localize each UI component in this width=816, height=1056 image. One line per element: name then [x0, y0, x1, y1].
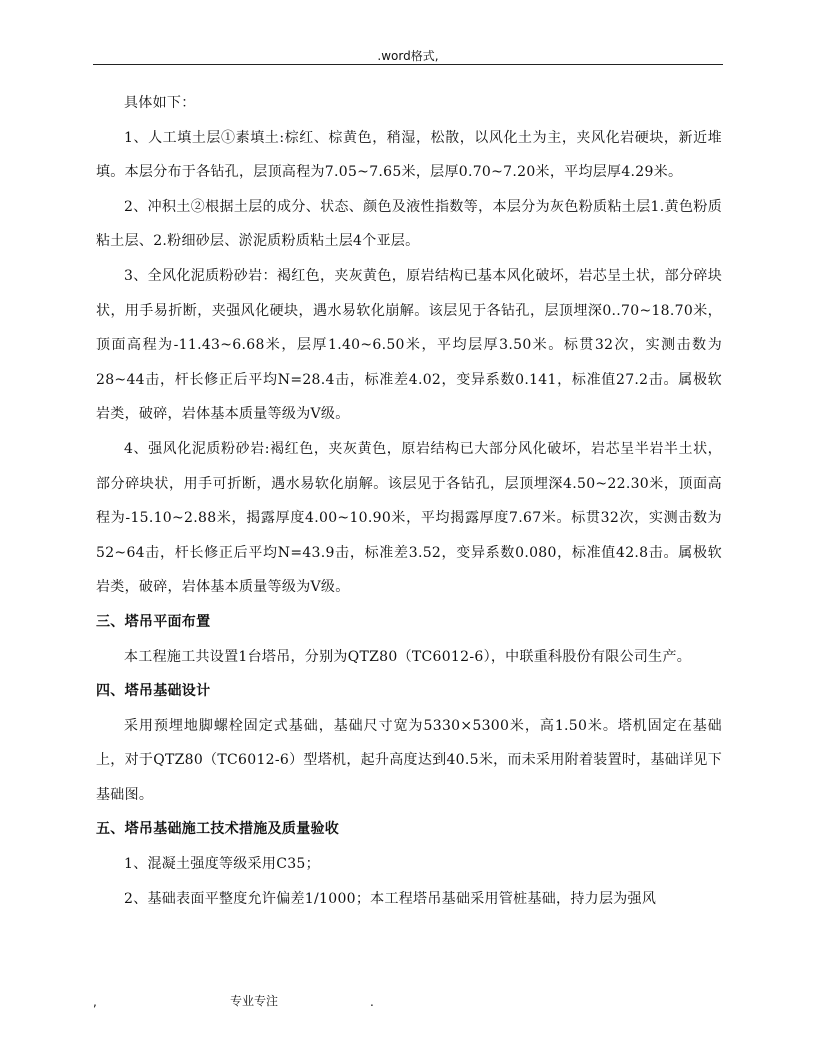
paragraph-concrete-grade: 1、混凝土强度等级采用C35； [124, 856, 320, 873]
paragraph-alluvial-layer: 2、冲积土②根据土层的成分、状态、颜色及液性指数等，本层分为灰色粉质粘土层1.黄色粉质粘土层、2.粉细砂层、淤泥质粉质粘土层4个亚层。 [96, 198, 722, 250]
document-body [96, 86, 722, 916]
paragraph-flatness-tolerance: 2、基础表面平整度允许偏差1/1000；本工程塔吊基础采用管桩基础，持力层为强风 [124, 890, 657, 907]
section-heading-crane-layout: 三、塔吊平面布置 [96, 613, 211, 630]
paragraph-foundation-design: 采用预埋地脚螺栓固定式基础，基础尺寸宽为5330×5300米，高1.50米。塔机固定在基础上，对于QTZ80（TC6012-6）型塔机，起升高度达到40.5米，而未采用附着装置时，基础详见下基础图。 [96, 717, 722, 803]
paragraph-crane-layout: 本工程施工共设置1台塔吊，分别为QTZ80（TC6012-6），中联重科股份有限公司生产。 [124, 648, 692, 665]
section-heading-construction-measures: 五、塔吊基础施工技术措施及质量验收 [96, 821, 340, 838]
page-header: .word格式, [377, 49, 439, 63]
footer-left-mark: , [93, 995, 97, 1009]
intro-line: 具体如下： [124, 95, 196, 111]
section-heading-foundation-design: 四、塔吊基础设计 [96, 683, 211, 700]
paragraph-fully-weathered-rock: 3、全风化泥质粉砂岩：褐红色，夹灰黄色，原岩结构已基本风化破坏，岩芯呈土状，部分碎块状，用手易折断，夹强风化硬块，遇水易软化崩解。该层见于各钻孔，层顶埋深0..70~18.70米，顶面高程为-11.43~6.68米，层厚1.40~6.50米，平均层厚3.50米。标贯32次，实测击数为28~44击，杆长修正后平均N=28.4击，标准差4.02，变异系数0.141，标准值27.2击。属极软岩类，破碎，岩体基本质量等级为Ⅴ级。 [96, 267, 722, 423]
footer-text: 专业专注 [230, 994, 279, 1008]
footer-right-mark: . [370, 995, 374, 1009]
paragraph-strongly-weathered-rock: 4、强风化泥质粉砂岩:褐红色，夹灰黄色，原岩结构已大部分风化破坏，岩芯呈半岩半土状，部分碎块状，用手可折断，遇水易软化崩解。该层见于各钻孔，层顶埋深4.50~22.30米，顶面高程为-15.10~2.88米，揭露厚度4.00~10.90米，平均揭露厚度7.67米。标贯32次，实测击数为52~64击，杆长修正后平均N=43.9击，标准差3.52，变异系数0.080，标准值42.8击。属极软岩类，破碎，岩体基本质量等级为Ⅴ级。 [96, 440, 722, 596]
header-divider [93, 64, 723, 65]
paragraph-fill-layer: 1、人工填土层①素填土:棕红、棕黄色，稍湿，松散，以风化土为主，夹风化岩硬块，新近堆填。本层分布于各钻孔，层顶高程为7.05~7.65米，层厚0.70~7.20米，平均层厚4.29米。 [96, 129, 722, 181]
